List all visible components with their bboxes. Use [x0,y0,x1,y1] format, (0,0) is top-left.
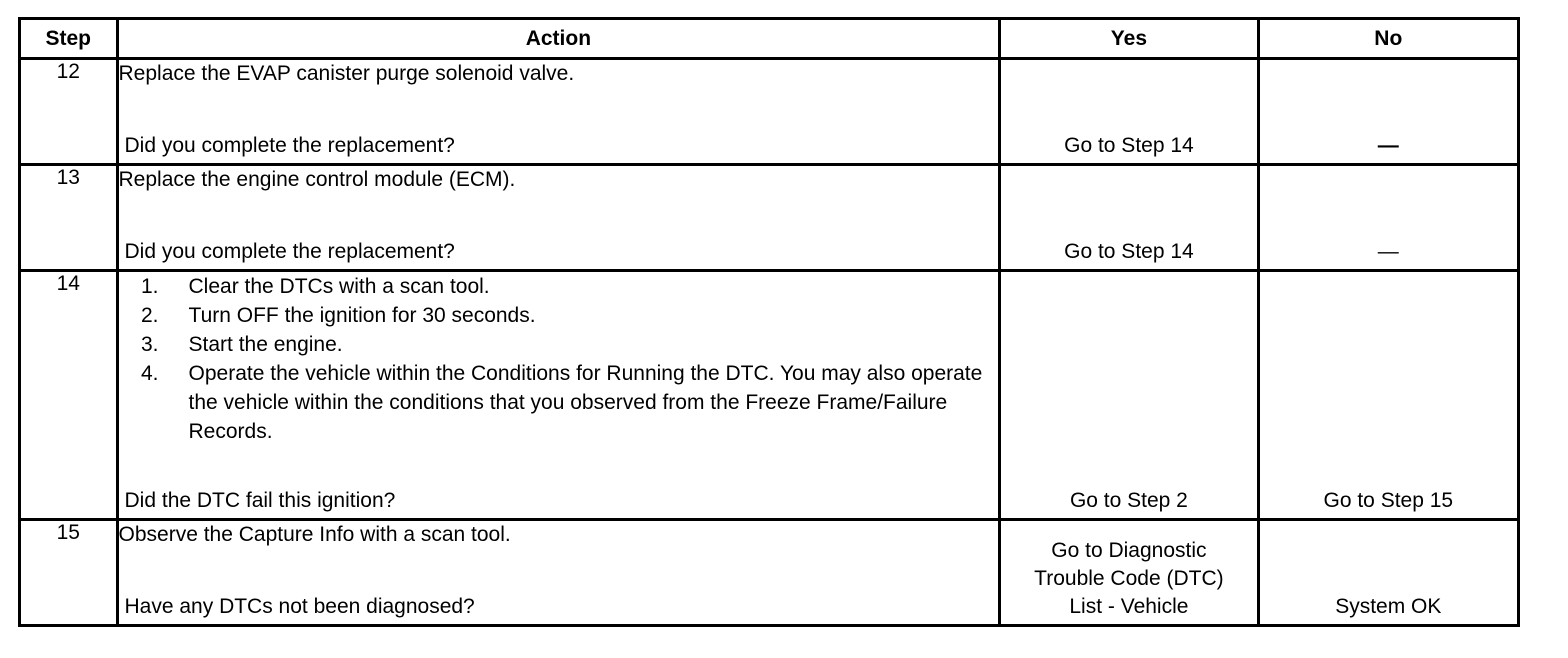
list-item-text: Turn OFF the ignition for 30 seconds. [188,304,536,327]
yes-result: Go to Step 14 [1064,240,1194,263]
step-number: 13 [20,165,118,271]
list-item [119,330,999,359]
action-cell [117,271,1000,520]
no-result: — [1377,134,1399,157]
yes-cell [1000,271,1258,520]
list-item-number: 4. [141,362,159,385]
no-cell [1258,59,1518,165]
action-cell [117,165,1000,271]
list-item [119,301,999,330]
list-item-number: 2. [141,304,159,327]
header-step: Step [20,19,118,59]
no-result: System OK [1335,595,1442,618]
table-row [20,165,1519,271]
action-cell [117,520,1000,626]
yes-result: Go to Step 2 [1069,489,1188,512]
action-steps-list [119,272,999,446]
header-row [20,19,1519,59]
action-cell [117,59,1000,165]
header-yes: Yes [1000,19,1258,59]
header-action: Action [117,19,1000,59]
action-instruction: Replace the engine control module (ECM). [118,168,516,191]
yes-cell [1000,165,1258,271]
table-row [20,271,1519,520]
no-cell [1258,271,1518,520]
diagnostic-table [18,17,1520,627]
list-item-text: Start the engine. [188,333,343,356]
no-result: Go to Step 15 [1323,489,1454,512]
yes-result: Go to Step 14 [1064,134,1194,157]
no-cell [1258,165,1518,271]
table-row [20,59,1519,165]
list-item [119,272,999,301]
yes-result-line: List - Vehicle [1069,595,1189,618]
table-row [20,520,1519,626]
yes-result-line: Trouble Code (DTC) [1034,567,1224,590]
step-number: 14 [20,271,118,520]
action-question: Did you complete the replacement? [124,240,455,263]
no-cell [1258,520,1518,626]
action-question: Have any DTCs not been diagnosed? [124,595,475,618]
yes-cell [1000,59,1258,165]
yes-result-line: Go to Diagnostic [1051,539,1207,562]
list-item-text: Operate the vehicle within the Conditions for Running the DTC. You may also operate the vehicle within the conditions that you observed from the Freeze Frame/Failure Records. [188,362,983,443]
step-number: 15 [20,520,118,626]
list-item-number: 3. [141,333,159,356]
list-item-text: Clear the DTCs with a scan tool. [188,275,490,298]
list-item [119,359,999,446]
yes-cell [1000,520,1258,626]
action-instruction: Observe the Capture Info with a scan tool. [118,523,511,546]
yes-result [1001,537,1256,621]
action-question: Did you complete the replacement? [124,134,455,157]
list-item-number: 1. [141,275,159,298]
action-question: Did the DTC fail this ignition? [124,489,396,512]
header-no: No [1258,19,1518,59]
no-result: — [1377,240,1399,263]
action-instruction: Replace the EVAP canister purge solenoid valve. [118,62,575,85]
step-number: 12 [20,59,118,165]
